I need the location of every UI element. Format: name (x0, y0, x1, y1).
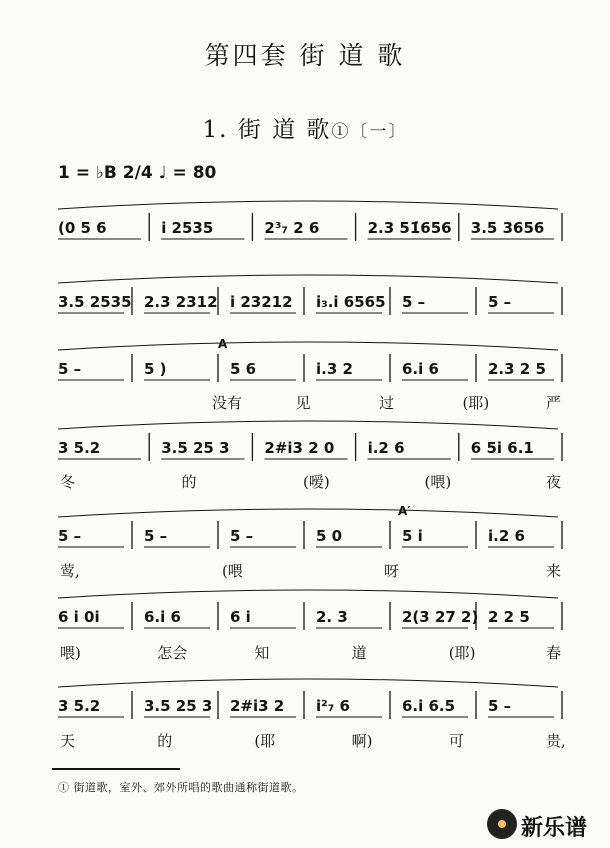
lyric-text: 天 (60, 732, 76, 750)
section-mark: A (218, 337, 228, 351)
lyric-text: 啊) (351, 732, 373, 750)
note-group: 5 – (230, 527, 254, 545)
note-group: 5 – (488, 697, 512, 715)
note-group: 5 – (144, 527, 168, 545)
note-group: 5 – (58, 527, 82, 545)
note-group: 2(3 27 2) (402, 608, 479, 626)
disc-icon (487, 809, 517, 839)
lyric-text: 怎会 (157, 644, 188, 662)
lyric-text: 见 (295, 394, 311, 412)
slur-line (58, 679, 558, 687)
note-group: 5 – (402, 293, 426, 311)
lyric-text: 没有 (212, 394, 243, 412)
note-group: 6.i 6 (402, 360, 439, 378)
lyric-text: 贵, (546, 732, 566, 750)
lyric-text: 莺, (60, 562, 80, 580)
lyric-text: 的 (157, 732, 173, 750)
note-group: 6 i 0i (58, 608, 100, 626)
note-group: i 2535 (161, 219, 214, 237)
note-group: 6.i 6.5 (402, 697, 456, 715)
slur-line (58, 590, 558, 598)
note-group: i²₇ 6 (316, 697, 350, 715)
note-group: 5 6 (230, 360, 257, 378)
lyric-text: (嗳) (303, 473, 330, 491)
note-group: i 23212 (230, 293, 293, 311)
lyric-text: (耶 (254, 732, 276, 750)
lyric-text: 过 (379, 394, 395, 412)
note-group: i.2 6 (488, 527, 525, 545)
footnote-rule (52, 768, 180, 770)
note-group: 2.3 2312 (144, 293, 218, 311)
note-group: 2³₇ 2 6 (264, 219, 320, 237)
note-group: 6 i (230, 608, 251, 626)
note-group: 2. 3 (316, 608, 348, 626)
note-group: 5 ) (144, 360, 167, 378)
note-group: (0 5 6 (58, 219, 107, 237)
slur-line (58, 342, 558, 350)
slur-line (58, 509, 558, 517)
note-group: i̇₃.i 6565 (316, 293, 386, 311)
tempo-marking: 1 = ♭B 2/4 ♩ = 80 (58, 163, 217, 183)
note-group: 3.5 3656 (470, 219, 545, 237)
lyric-text: (耶) (448, 644, 476, 662)
lyric-text: 喂) (60, 644, 81, 662)
note-group: 6.i 6 (144, 608, 181, 626)
lyric-text: 来 (546, 562, 562, 580)
lyric-text: 可 (448, 732, 464, 750)
logo-text: 新乐谱 (521, 816, 588, 841)
lyric-text: 知 (254, 644, 270, 662)
note-group: 2 2 5 (488, 608, 530, 626)
note-group: 2.3 51̇656 (367, 219, 452, 237)
lyric-text: 的 (181, 473, 197, 491)
note-group: 2#i3 2 (230, 697, 285, 715)
slur-line (58, 421, 558, 429)
note-group: 3 5.2 (58, 439, 101, 457)
song-title-mark: ①〔一〕 (331, 122, 408, 142)
chapter-title: 第四套 街 道 歌 (204, 41, 406, 70)
note-group: 6 5i 6.1 (470, 439, 534, 457)
note-group: 5 – (58, 360, 82, 378)
note-group: i.3 2 (316, 360, 353, 378)
slur-line (58, 201, 558, 209)
note-group: 2#i3 2 0 (264, 439, 335, 457)
song-title-text: 1. 街 道 歌 (202, 117, 332, 143)
note-group: i.2 6 (367, 439, 405, 457)
note-group: 5 0 (316, 527, 343, 545)
section-mark: A′ (398, 504, 411, 518)
lyric-text: 道 (351, 644, 367, 662)
lyric-text: 冬 (60, 473, 76, 491)
lyric-text: 春 (546, 644, 562, 662)
lyric-text: (喂 (222, 562, 243, 580)
note-group: 3 5.2 (58, 697, 101, 715)
logo (487, 805, 603, 845)
lyric-text: 呀 (384, 562, 400, 580)
note-group: 3.5 25 3 (144, 697, 213, 715)
lyric-text: 夜 (546, 473, 562, 491)
note-group: 5 i (402, 527, 423, 545)
slur-line (58, 275, 558, 283)
lyric-text: (喂) (424, 473, 452, 491)
lyric-text: (耶) (462, 394, 490, 412)
lyric-text: 严 (546, 394, 562, 412)
note-group: 2.3 2 5 (488, 360, 546, 378)
note-group: 5 – (488, 293, 512, 311)
footnote: ① 街道歌，室外、郊外所唱的歌曲通称街道歌。 (58, 781, 304, 794)
note-group: 3.5 2535 (58, 293, 132, 311)
note-group: 3.5 25 3 (161, 439, 230, 457)
